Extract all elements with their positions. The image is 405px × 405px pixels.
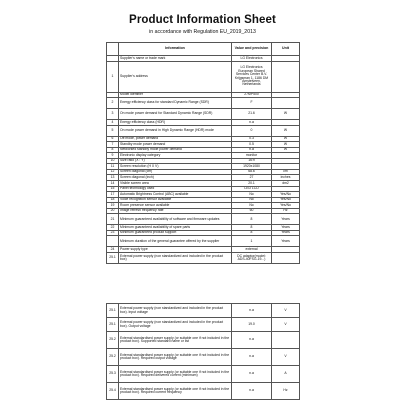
row-value: DC adaptor(model: ADS-40FSG-19...) [232,252,272,263]
row-number: 25.3 [107,366,119,383]
row-number: 23 [107,230,119,236]
row-information: Screen diagonal (cm) [119,169,232,175]
header-number [107,43,119,56]
row-unit [272,98,300,109]
row-number: 1 [107,61,119,92]
row-unit [272,61,300,92]
row-unit: dm2 [272,181,300,187]
table-row [107,125,300,136]
row-information: Electronic display category [119,153,232,159]
table-row [107,318,300,332]
row-information: On mode power demand for Standard Dynamic Range (SDR) [119,109,232,120]
row-unit: A [272,366,300,383]
table-row [107,252,300,263]
row-information: Supplier's address [119,61,232,92]
row-information: Panel technology used [119,186,232,192]
row-number: 25.1 [107,318,119,332]
row-value: LG Electronics [232,56,272,62]
table-row [107,98,300,109]
row-information: Power supply type [119,247,232,253]
row-number: 20 [107,208,119,214]
row-value: 1920x1080 [232,164,272,170]
row-unit: Years [272,225,300,231]
row-number: 25.2 [107,332,119,349]
row-information: Standby mode power demand [119,142,232,148]
row-information: Supplier's name or trade mark [119,56,232,62]
row-information: Energy efficiency class (HDR) [119,120,232,126]
row-information: Screen diagonal (inch) [119,175,232,181]
row-information: Screen resolution (H X V) [119,164,232,170]
row-information: External power supply (non standardized and included in the product box). Input voltage [119,304,232,318]
row-number: 21 [107,214,119,225]
row-value: 20.1 [232,181,272,187]
row-unit: W [272,142,300,148]
row-unit: V [272,304,300,318]
table-row [107,332,300,349]
row-value: n.a [232,304,272,318]
row-unit: V [272,318,300,332]
row-number: 3 [107,109,119,120]
row-number: 7 [107,142,119,148]
row-unit: W [272,109,300,120]
row-number: 19 [107,203,119,209]
row-value: n.a [232,349,272,366]
row-information: Energy efficiency class for standard Dynamic Range (SDR) [119,98,232,109]
row-unit [272,332,300,349]
table-row [107,304,300,318]
row-information: Minimum guaranteed availability of software and firmware updates [119,214,232,225]
row-number: 25.1 [107,252,119,263]
row-value: 16:9 [232,158,272,164]
row-information: On mode power demand in High Dynamic Range (HDR) mode [119,125,232,136]
row-unit: Yes/No [272,197,300,203]
row-number: 11 [107,164,119,170]
row-number: 24 [107,247,119,253]
info-table [106,42,300,264]
row-number: 22 [107,225,119,231]
table-row [107,109,300,120]
row-value: 19.0 [232,318,272,332]
row-value: 8 [232,230,272,236]
header-information: Information [119,43,232,56]
row-value: 21.6 [232,109,272,120]
row-number: 25.1 [107,304,119,318]
row-value: 0 [232,125,272,136]
row-unit: Yes/No [272,192,300,198]
row-number: 8 [107,147,119,153]
row-value: monitor [232,153,272,159]
row-value: n.a [232,147,272,153]
row-information: Voice recognition sensor available [119,197,232,203]
row-information: External standardised power supply (or suitable one if not included in the product box). Required current frequency [119,383,232,400]
row-value: 0.5 [232,142,272,148]
row-number: 5 [107,125,119,136]
row-information: External standardised power supply (or suitable one if not included in the product box). Supported standard name or list [119,332,232,349]
row-unit: V [272,349,300,366]
row-value: 27 [232,175,272,181]
row-information: Automatic Brightness Control (ABC) available [119,192,232,198]
row-information: External standardised power supply (or suitable one if not included in the product box). Required output voltage [119,349,232,366]
row-value: 60 [232,208,272,214]
row-information: Image refresh frequency rate [119,208,232,214]
row-unit [272,252,300,263]
row-unit: Years [272,214,300,225]
row-information: Off mode, power demand [119,136,232,142]
page-title: Product Information Sheet [129,14,276,26]
page-subtitle: in accordance with Regulation EU_2019_2013 [149,29,256,35]
row-value: F [232,98,272,109]
row-information: Model identifier [119,92,232,98]
power-supply-table-body [107,304,300,400]
row-number: 4 [107,120,119,126]
table-header-row [107,43,300,56]
row-information: Networked standby mode power demand [119,147,232,153]
row-information: Room presence sensor available [119,203,232,209]
row-unit: W [272,125,300,136]
row-value: No [232,192,272,198]
table-row [107,366,300,383]
row-value: LED LCD [232,186,272,192]
table-row [107,349,300,366]
row-unit: Years [272,230,300,236]
row-number: 13 [107,175,119,181]
row-unit: Yes/No [272,203,300,209]
row-number: 2 [107,98,119,109]
power-supply-table [106,303,300,400]
row-information: Minimum duration of the general guarantee offered by the supplier [119,236,232,247]
row-value: n.a [232,366,272,383]
row-value: 8 [232,214,272,225]
row-value: n.a [232,383,272,400]
row-unit: Hz [272,383,300,400]
row-information: Visible screen area [119,181,232,187]
row-unit: cm [272,169,300,175]
row-number: 15 [107,186,119,192]
table-row [107,383,300,400]
row-value: LG Electronics European Shared Services Center B.V. Krijgsman 1, 1186 DM Amstelveen, Netherlands [232,61,272,92]
table-row [107,214,300,225]
row-number: 14 [107,181,119,187]
row-number: 10 [107,158,119,164]
row-value: 0.3 [232,136,272,142]
row-number [107,236,119,247]
row-value: 1 [232,236,272,247]
row-unit: W [272,136,300,142]
row-value: external [232,247,272,253]
row-value: No [232,197,272,203]
row-unit: Hz [272,208,300,214]
row-number: 25.4 [107,383,119,400]
row-information: Minimum guaranteed availability of spare parts [119,225,232,231]
row-unit: inches [272,175,300,181]
row-information: External standardised power supply (or suitable one if not included in the product box). Required delivered current (minimum) [119,366,232,383]
row-value: 68.6 [232,169,272,175]
row-value: No [232,203,272,209]
row-value: 8 [232,225,272,231]
row-information: Minimum guaranteed product support [119,230,232,236]
row-number: 17 [107,192,119,198]
row-unit: Years [272,236,300,247]
row-value: n.a [232,120,272,126]
table-row [107,61,300,92]
header-unit: Unit [272,43,300,56]
row-value: n.a [232,332,272,349]
row-unit: W [272,147,300,153]
header-value: Value and precision [232,43,272,56]
row-number: 25.2 [107,349,119,366]
info-table-body [107,56,300,264]
table-row [107,236,300,247]
row-information: External power supply (non standardized and included in the product box). Output voltage [119,318,232,332]
row-information: External power supply (non standardized and included in the product box) [119,252,232,263]
row-information: Size ratio (X : Y) [119,158,232,164]
row-number: 18 [107,197,119,203]
row-value: 27MP500 [232,92,272,98]
row-number: 12 [107,169,119,175]
row-number: 6 [107,136,119,142]
row-number: 9 [107,153,119,159]
